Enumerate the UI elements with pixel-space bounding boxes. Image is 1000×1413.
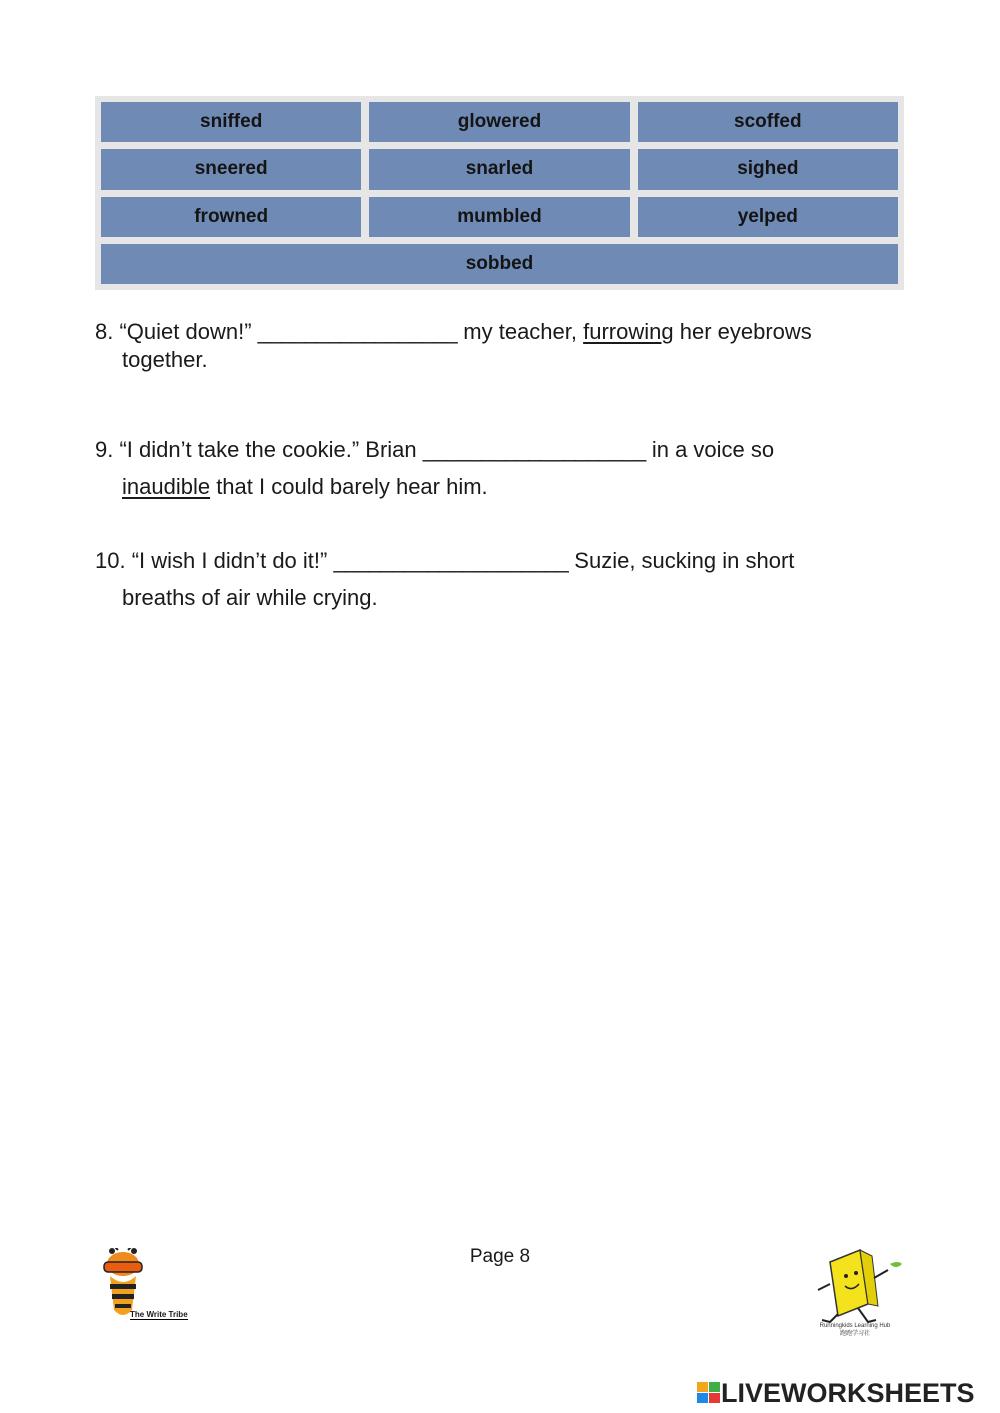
word-bank-cell[interactable]: sneered (101, 149, 361, 189)
word-bank-cell[interactable]: glowered (369, 102, 629, 142)
word-bank-cell[interactable]: mumbled (369, 197, 629, 237)
question-text: “Quiet down!” (119, 319, 258, 344)
question-text: together. (122, 347, 208, 372)
question-text: my teacher, (457, 319, 584, 344)
question-number: 10. (95, 548, 126, 573)
underlined-word: inaudible (122, 474, 211, 499)
word-bank-cell[interactable]: snarled (369, 149, 629, 189)
question-text: her eyebrows (673, 319, 812, 344)
liveworksheets-brand[interactable] (697, 1378, 975, 1408)
write-tribe-logo-text: The Write Tribe (130, 1310, 188, 1319)
question-text: that I could barely hear him. (210, 474, 488, 499)
question-text: in a voice so (645, 437, 775, 462)
underlined-word: furrowing (583, 319, 674, 344)
question-text: “I wish I didn’t do it!” (131, 548, 334, 573)
question-10 (95, 542, 895, 616)
question-9 (95, 431, 895, 505)
word-bank-cell[interactable]: sighed (638, 149, 898, 189)
liveworksheets-logo-icon (697, 1382, 721, 1404)
runningkids-logo-name: Runningkids Learning Hub (819, 1323, 891, 1329)
question-text: breaths of air while crying. (122, 585, 378, 610)
question-text: Suzie, sucking in short (568, 548, 795, 573)
word-bank-cell[interactable]: scoffed (638, 102, 898, 142)
word-bank-cell[interactable]: frowned (101, 197, 361, 237)
question-number: 8. (95, 319, 114, 344)
runningkids-logo-subtext: 跑跑学习社 (839, 1331, 870, 1337)
liveworksheets-suffix: WORKSHEETS (781, 1377, 975, 1408)
word-bank-cell[interactable]: sobbed (101, 244, 898, 284)
page-number: Page 8 (469, 1246, 531, 1267)
answer-blank[interactable]: ___________________ (422, 437, 646, 462)
runningkids-logo-text (810, 1322, 900, 1338)
question-text: “I didn’t take the cookie.” Brian (119, 437, 423, 462)
word-bank-cell[interactable]: sniffed (101, 102, 361, 142)
liveworksheets-prefix: LIVE (721, 1377, 782, 1408)
word-bank (95, 96, 904, 290)
running-book-logo-icon (810, 1244, 905, 1324)
answer-blank[interactable]: ____________________ (333, 548, 569, 573)
question-8 (95, 318, 895, 374)
word-bank-cell[interactable]: yelped (638, 197, 898, 237)
question-number: 9. (95, 437, 114, 462)
answer-blank[interactable]: _________________ (257, 319, 458, 344)
